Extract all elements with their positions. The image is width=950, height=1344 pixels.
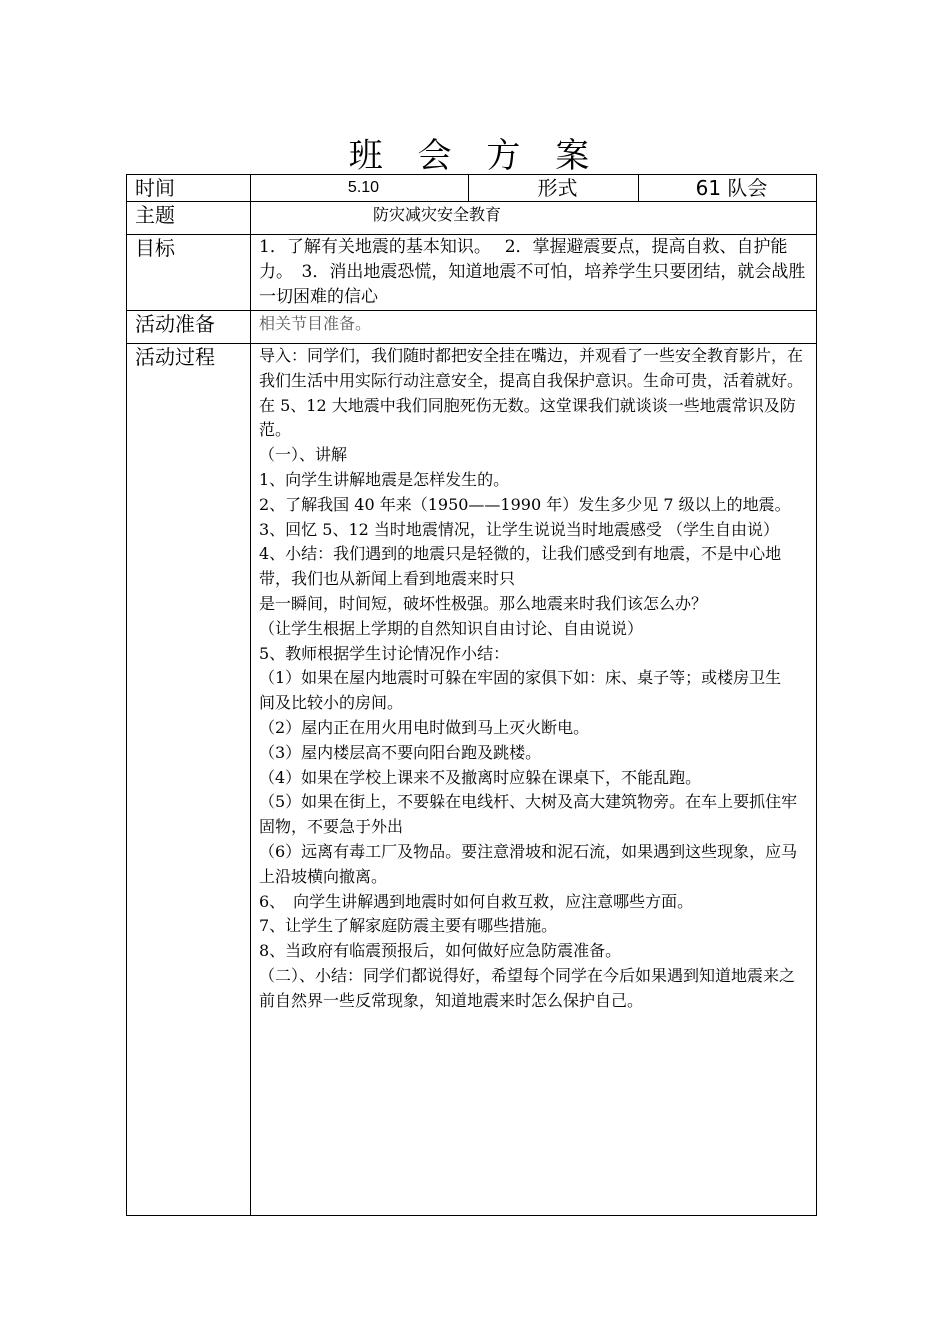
row-theme: [127, 202, 817, 235]
process-content: [251, 344, 817, 1216]
process-line: 间及比较小的房间。: [259, 693, 404, 713]
process-line: 8、当政府有临震预报后，如何做好应急防震准备。: [259, 941, 622, 961]
process-line: 7、让学生了解家庭防震主要有哪些措施。: [259, 916, 558, 936]
process-line: （让学生根据上学期的自然知识自由讨论、自由说说）: [259, 618, 644, 638]
page-title: 班 会 方 案: [348, 136, 602, 176]
prep-value: 相关节目准备。: [251, 311, 817, 344]
form-value: 61 队会: [639, 175, 817, 202]
form-label: 形式: [469, 175, 639, 202]
process-line: （一）、讲解: [259, 445, 348, 465]
process-line: （4）如果在学校上课来不及撤离时应躲在课桌下，不能乱跑。: [259, 767, 702, 787]
process-line: （5）如果在街上，不要躲在电线杆、大树及高大建筑物旁。在车上要抓住牢固物，不要急于外出: [259, 792, 798, 837]
time-label: 时间: [127, 175, 251, 202]
goal-label: 目标: [127, 235, 251, 311]
process-line: 6、 向学生讲解遇到地震时如何自救互救，应注意哪些方面。: [259, 891, 694, 911]
row-prep: [127, 311, 817, 344]
process-line: 4、小结：我们遇到的地震只是轻微的，让我们感受到有地震，不是中心地带，我们也从新闻上看到地震来时只: [259, 544, 782, 589]
process-line: （3）屋内楼层高不要向阳台跑及跳楼。: [259, 742, 542, 762]
row-goal: [127, 235, 817, 311]
process-line: 1、向学生讲解地震是怎样发生的。: [259, 469, 510, 489]
process-line: （1）如果在屋内地震时可躲在牢固的家俱下如：床、桌子等；或楼房卫生: [259, 668, 782, 688]
process-line: 5、教师根据学生讨论情况作小结：: [259, 643, 510, 663]
process-line: （2）屋内正在用火用电时做到马上灭火断电。: [259, 717, 590, 737]
row-time: [127, 175, 817, 202]
process-line: （二）、小结：同学们都说得好，希望每个同学在今后如果遇到知道地震来之前自然界一些反常现象，知道地震来时怎么保护自己。: [259, 965, 796, 1010]
theme-label: 主题: [127, 202, 251, 235]
time-value: 5.10: [251, 175, 469, 202]
process-line: 2、了解我国 40 年来（1950——1990 年）发生多少见 7 级以上的地震。: [259, 494, 791, 514]
process-line: 导入：同学们，我们随时都把安全挂在嘴边，并观看了一些安全教育影片，在我们生活中用实际行动注意安全，提高自我保护意识。生命可贵，活着就好。在 5、12 大地震中我们同胞死伤无数。这堂课我们就谈谈一些地震常识及防范。: [259, 346, 804, 440]
theme-value: 防灾减灾安全教育: [251, 202, 817, 235]
process-label: 活动过程: [127, 344, 251, 1216]
process-line: 是一瞬间，时间短，破坏性极强。那么地震来时我们该怎么办？: [259, 593, 708, 613]
process-line: 3、回忆 5、12 当时地震情况，让学生说说当时地震感受 （学生自由说）: [259, 519, 779, 539]
prep-label: 活动准备: [127, 311, 251, 344]
row-process: [127, 344, 817, 1216]
goal-value: 1．了解有关地震的基本知识。 2．掌握避震要点，提高自救、自护能力。 3．消出地震恐慌，知道地震不可怕，培养学生只要团结，就会战胜一切困难的信心: [251, 235, 817, 311]
process-line: （6）远离有毒工厂及物品。要注意滑坡和泥石流，如果遇到这些现象，应马上沿坡横向撤离。: [259, 841, 798, 886]
class-meeting-plan-table: [126, 174, 817, 1216]
